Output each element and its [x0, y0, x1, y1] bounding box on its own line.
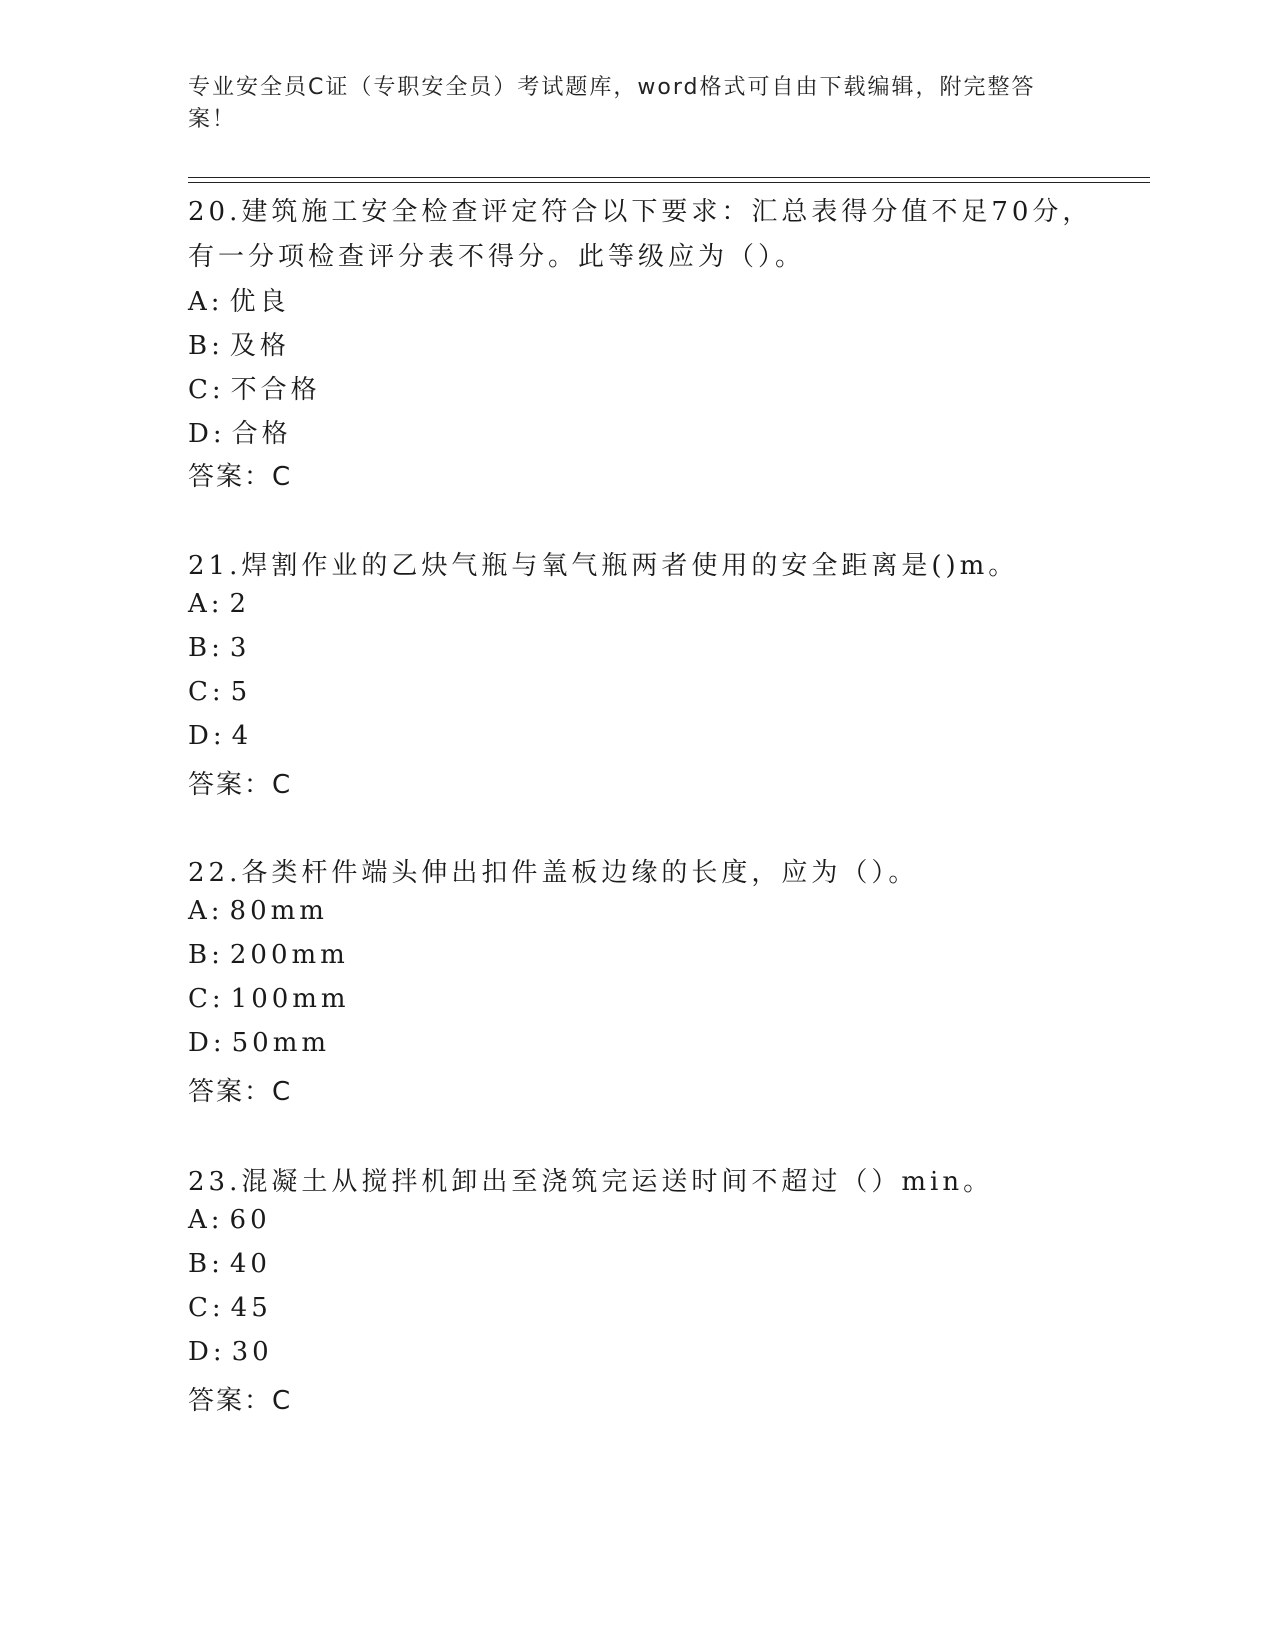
- option-label: A:: [188, 589, 224, 619]
- option-label: B:: [188, 940, 224, 970]
- question-20-line-1: 20.建筑施工安全检查评定符合以下要求：汇总表得分值不足70分，: [188, 197, 1093, 227]
- option-label: A:: [188, 1205, 224, 1235]
- option-label: A:: [188, 287, 224, 317]
- option-label: C:: [188, 984, 225, 1014]
- option-label: C:: [188, 375, 225, 405]
- option-value: 不合格: [230, 375, 321, 405]
- option-value: 50mm: [231, 1028, 331, 1058]
- header-divider-top: [188, 177, 1150, 178]
- option-label: D:: [188, 1337, 226, 1367]
- question-22-option-d: [188, 1028, 330, 1058]
- option-label: D:: [188, 721, 226, 751]
- question-21-answer: 答案：C: [188, 770, 293, 800]
- question-21-option-a: [188, 589, 250, 619]
- option-label: C:: [188, 677, 225, 707]
- option-value: 45: [230, 1293, 272, 1323]
- option-value: 40: [229, 1249, 271, 1279]
- option-value: 80mm: [229, 896, 328, 926]
- header-line-2: 案！: [188, 107, 237, 132]
- header-line-1: 专业安全员C证（专职安全员）考试题库，word格式可自由下载编辑，附完整答: [188, 75, 1036, 100]
- option-label: B:: [188, 331, 224, 361]
- question-20-line-2: 有一分项检查评分表不得分。此等级应为（）。: [188, 242, 806, 272]
- question-22-option-a: [188, 896, 328, 926]
- option-label: D:: [188, 419, 226, 449]
- option-label: C:: [188, 1293, 225, 1323]
- option-value: 4: [231, 721, 253, 751]
- question-20-option-a: [188, 281, 290, 318]
- question-23-line-1: 23.混凝土从搅拌机卸出至浇筑完运送时间不超过（）min。: [188, 1167, 994, 1197]
- option-value: 200mm: [229, 940, 349, 970]
- question-22-option-b: [188, 940, 349, 970]
- question-21-option-b: [188, 633, 250, 663]
- question-23-option-b: [188, 1249, 271, 1279]
- option-label: B:: [188, 633, 224, 663]
- question-23-option-c: [188, 1293, 272, 1323]
- question-20-option-d: [188, 413, 292, 450]
- question-20-answer: 答案：C: [188, 462, 293, 492]
- header-divider-bottom: [188, 182, 1150, 183]
- question-21-option-c: [188, 677, 251, 707]
- question-20-option-b: [188, 325, 290, 362]
- option-value: 5: [230, 677, 252, 707]
- question-22-option-c: [188, 984, 350, 1014]
- question-21-line-1: 21.焊割作业的乙炔气瓶与氧气瓶两者使用的安全距离是()m。: [188, 551, 1019, 581]
- option-value: 30: [231, 1337, 273, 1367]
- question-22-line-1: 22.各类杆件端头伸出扣件盖板边缘的长度，应为（）。: [188, 858, 919, 888]
- question-21-option-d: [188, 721, 252, 751]
- option-label: B:: [188, 1249, 224, 1279]
- option-value: 及格: [229, 331, 290, 361]
- option-value: 合格: [231, 419, 292, 449]
- option-value: 优良: [229, 287, 290, 317]
- question-23-option-d: [188, 1337, 273, 1367]
- option-value: 3: [229, 633, 251, 663]
- option-value: 2: [229, 589, 251, 619]
- question-20-option-c: [188, 369, 321, 406]
- question-22-answer: 答案：C: [188, 1077, 293, 1107]
- document-header: [188, 72, 1068, 136]
- option-label: A:: [188, 896, 224, 926]
- option-value: 100mm: [230, 984, 350, 1014]
- option-label: D:: [188, 1028, 226, 1058]
- question-23-answer: 答案：C: [188, 1386, 293, 1416]
- question-23-option-a: [188, 1205, 271, 1235]
- option-value: 60: [229, 1205, 271, 1235]
